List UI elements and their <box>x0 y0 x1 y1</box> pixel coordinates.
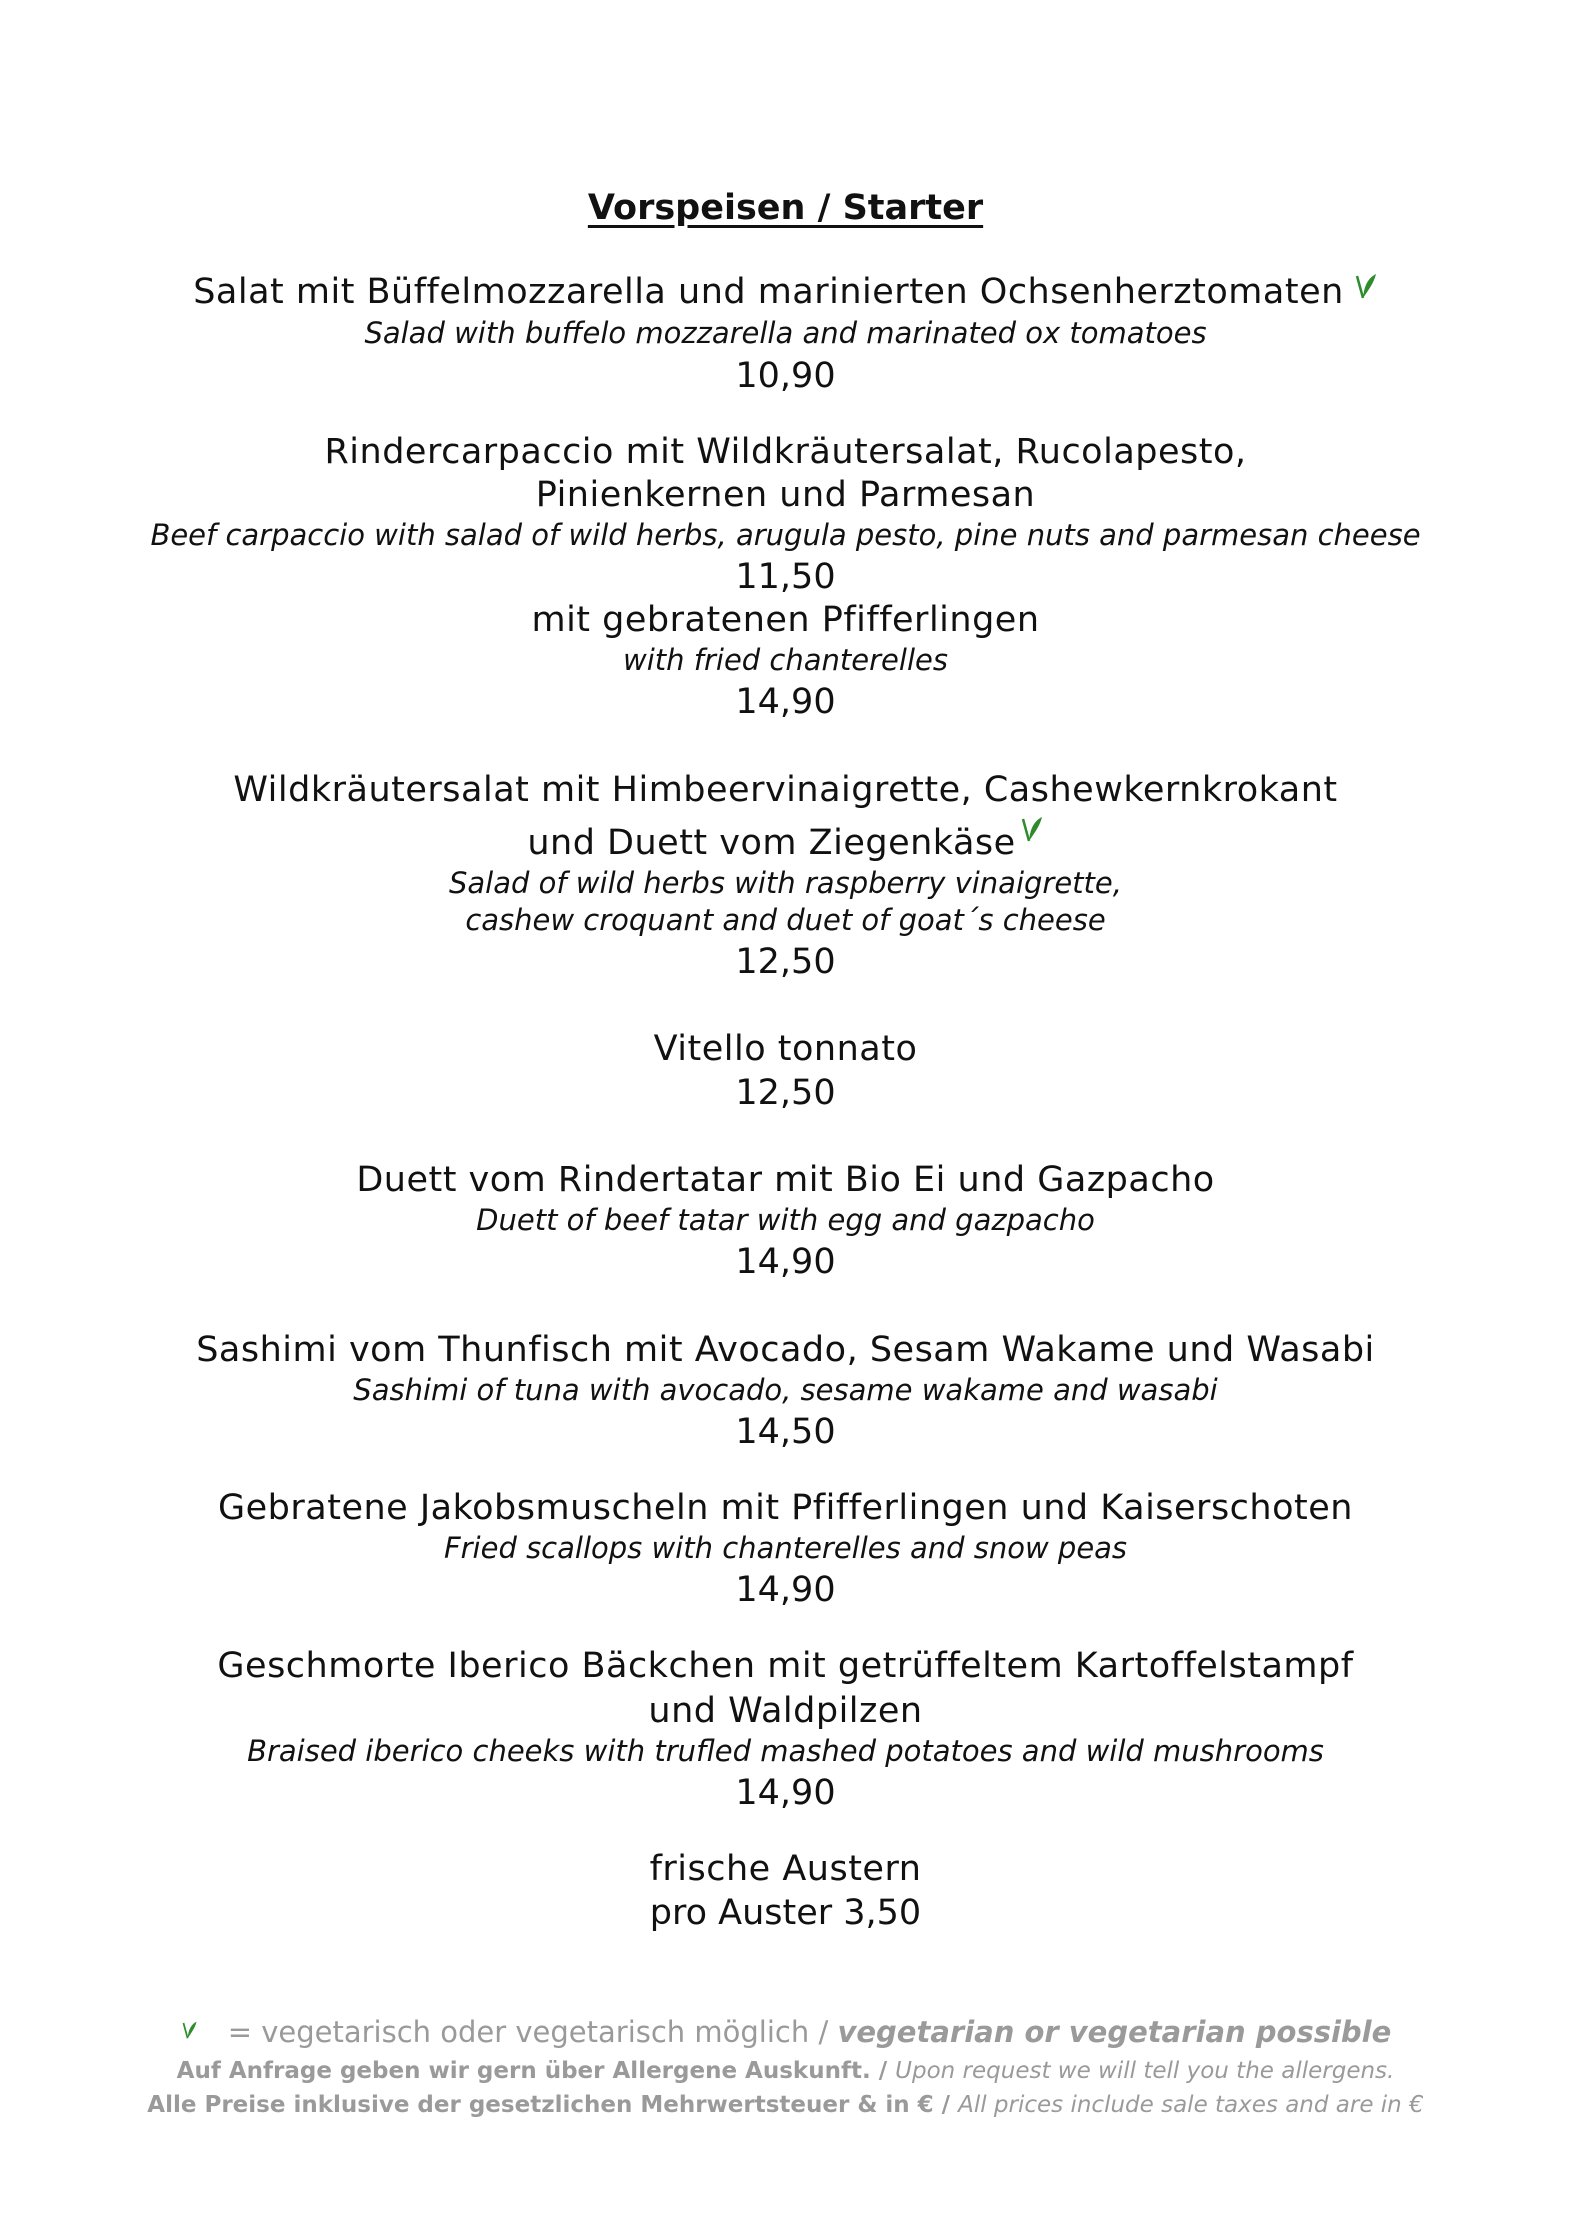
footer-prices: Alle Preise inklusive der gesetzlichen Mehrwertsteuer & in € / All prices include sale taxes and are in € <box>147 2092 1424 2118</box>
dish-8-price: 14,90 <box>735 1773 836 1813</box>
dish-8-name-line1: Geschmorte Iberico Bäckchen mit getrüffeltem Kartoffelstampf <box>217 1646 1354 1686</box>
footer-allergens: Auf Anfrage geben wir gern über Allergene Auskunft. / Upon request we will tell you the allergens. <box>176 2058 1395 2084</box>
dish-2-name-line1: Rindercarpaccio mit Wildkräutersalat, Rucolapesto, <box>324 432 1247 472</box>
vegetarian-leaf-icon <box>1352 272 1378 315</box>
dish-7-price: 14,90 <box>735 1570 836 1610</box>
dish-5-name: Duett vom Rindertatar mit Bio Ei und Gazpacho <box>356 1160 1215 1200</box>
vegetarian-leaf-icon <box>1018 815 1044 858</box>
dish-8-name-line2: und Waldpilzen <box>648 1691 923 1731</box>
dish-2-name-line2: Pinienkernen und Parmesan <box>535 475 1036 515</box>
dish-4-name: Vitello tonnato <box>653 1029 918 1069</box>
dish-2-price: 11,50 <box>735 557 836 597</box>
dish-5-translation: Duett of beef tatar with egg and gazpacho <box>476 1203 1095 1237</box>
dish-8-translation: Braised iberico cheeks with trufled mashed potatoes and wild mushrooms <box>247 1734 1324 1768</box>
dish-1-name: Salat mit Büffelmozzarella und marinierten Ochsenherztomaten <box>0 272 1571 315</box>
dish-6-price: 14,50 <box>735 1412 836 1452</box>
dish-3-translation-line1: Salad of wild herbs with raspberry vinaigrette, <box>449 866 1122 900</box>
dish-6-name: Sashimi vom Thunfisch mit Avocado, Sesam Wakame und Wasabi <box>196 1330 1375 1370</box>
dish-1-price: 10,90 <box>735 356 836 396</box>
dish-2-translation: Beef carpaccio with salad of wild herbs, arugula pesto, pine nuts and parmesan cheese <box>150 518 1421 552</box>
dish-1-translation: Salad with buffelo mozzarella and marinated ox tomatoes <box>364 316 1207 350</box>
dish-2-option-translation: with fried chanterelles <box>623 643 948 677</box>
dish-3-name-line1: Wildkräutersalat mit Himbeervinaigrette, Cashewkernkrokant <box>233 770 1338 810</box>
menu-title: Vorspeisen / Starter <box>587 188 984 228</box>
dish-9-price: pro Auster 3,50 <box>649 1893 922 1933</box>
dish-9-name: frische Austern <box>649 1849 922 1889</box>
dish-3-name-line2: und Duett vom Ziegenkäse <box>0 823 1571 863</box>
dish-2-option-price: 14,90 <box>735 682 836 722</box>
dish-6-translation: Sashimi of tuna with avocado, sesame wakame and wasabi <box>353 1373 1218 1407</box>
dish-2-option-name: mit gebratenen Pfifferlingen <box>531 600 1040 640</box>
dish-7-name: Gebratene Jakobsmuscheln mit Pfifferlingen und Kaiserschoten <box>218 1488 1353 1528</box>
vegetarian-leaf-icon <box>180 2017 198 2051</box>
dish-3-price: 12,50 <box>735 942 836 982</box>
dish-7-translation: Fried scallops with chanterelles and snow peas <box>443 1531 1128 1565</box>
dish-4-price: 12,50 <box>735 1073 836 1113</box>
dish-3-translation-line2: cashew croquant and duet of goat´s cheese <box>465 903 1106 937</box>
footer-legend: = vegetarisch oder vegetarisch möglich / vegetarian or vegetarian possible <box>0 2015 1571 2051</box>
dish-5-price: 14,90 <box>735 1242 836 1282</box>
